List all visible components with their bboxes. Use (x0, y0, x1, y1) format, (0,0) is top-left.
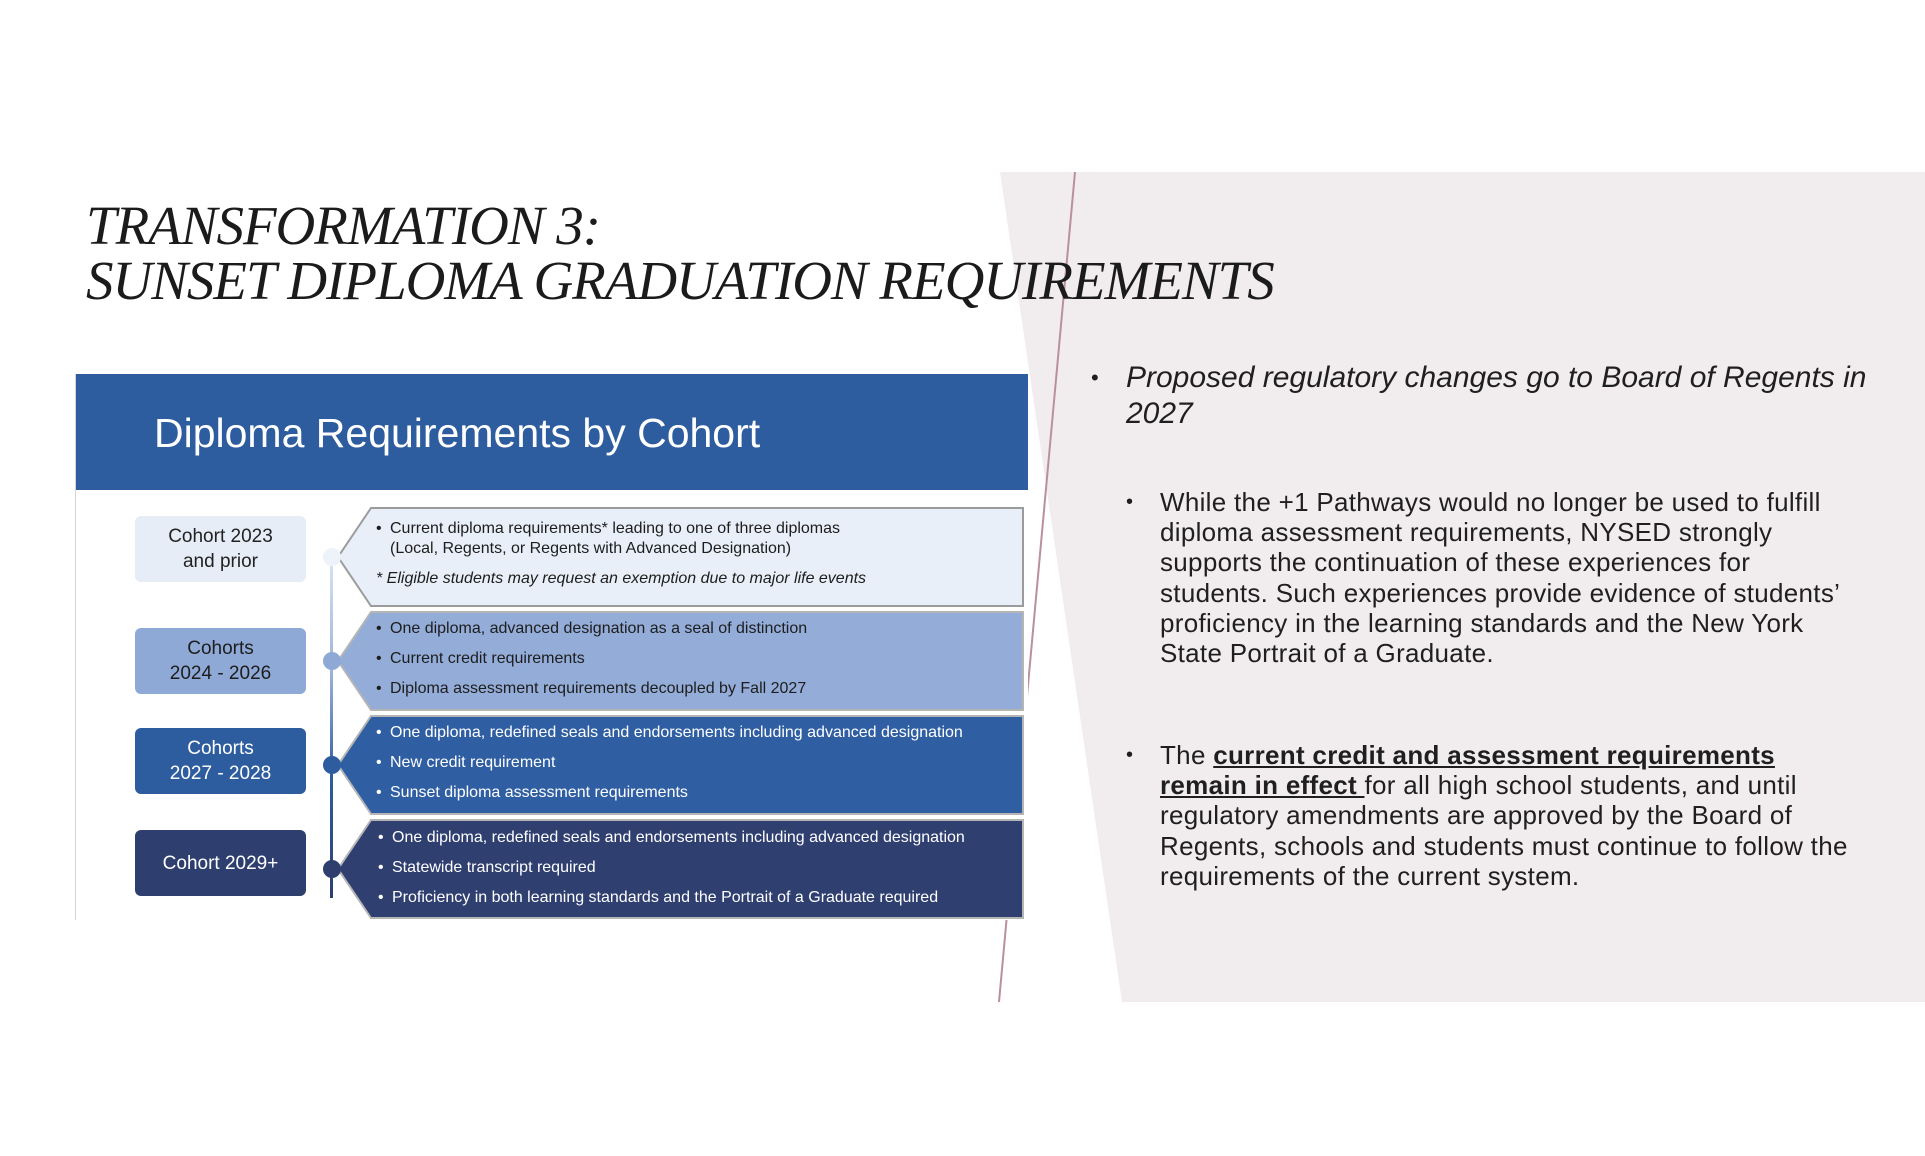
cohort-box-1: Cohort 2023 and prior (135, 516, 306, 582)
band-text-2 (376, 620, 1006, 706)
main-bullet-text: Proposed regulatory changes go to Board of Regents in 2027 (1126, 361, 1867, 430)
footnote: * Eligible students may request an exemption due to major life events (376, 570, 867, 587)
bullet-marker: • (1091, 365, 1099, 390)
cohort-box-2: Cohorts 2024 - 2026 (135, 628, 306, 694)
page-title (86, 195, 1274, 311)
band-text-4 (378, 829, 1008, 915)
diploma-requirements-card (75, 374, 1028, 920)
sub-bullet-2-post: for all high school students, and until regulatory amendments are approved by the Board of Regents, schools and students must continue to follow the requirements of the current system. (1160, 770, 1848, 891)
list-item: • Proficiency in both learning standards and the Portrait of a Graduate required (378, 889, 939, 906)
bullet-marker: • (1126, 744, 1134, 766)
requirements-link[interactable]: current credit and assessment requirements remain in effect (1160, 740, 1775, 801)
card-title: Diploma Requirements by Cohort (154, 410, 761, 456)
list-item: (Local, Regents, or Regents with Advanced Designation) (390, 540, 792, 557)
cohort-box-3: Cohorts 2027 - 2028 (135, 728, 306, 794)
sub-bullet-1-text: While the +1 Pathways would no longer be used to fulfill diploma assessment requirements, NYSED strongly supports the continuation of these experiences for students. Such experiences provide evidence of students’ proficiency in the learning standards and the New York State Portrait of a Graduate. (1160, 487, 1840, 669)
list-item: • One diploma, advanced designation as a seal of distinction (376, 620, 808, 637)
list-item: • Diploma assessment requirements decoupled by Fall 2027 (376, 680, 807, 697)
list-item: • Sunset diploma assessment requirements (376, 784, 688, 801)
timeline-line (330, 554, 333, 898)
list-item: • New credit requirement (376, 754, 556, 771)
cohort-box-4: Cohort 2029+ (135, 830, 306, 896)
title-line-1: TRANSFORMATION 3: (86, 195, 601, 256)
timeline-dot-3 (323, 756, 341, 774)
list-item: • One diploma, redefined seals and endorsements including advanced designation (376, 724, 963, 741)
title-line-2: SUNSET DIPLOMA GRADUATION REQUIREMENTS (86, 250, 1274, 311)
list-item: • Statewide transcript required (378, 859, 596, 876)
sub-bullet-2 (1126, 740, 1860, 891)
timeline-dot-1 (323, 548, 341, 566)
list-item: • Current diploma requirements* leading to one of three diplomas (376, 520, 841, 537)
band-text-3 (376, 724, 1006, 810)
sub-bullet-1 (1126, 487, 1860, 669)
timeline-dot-2 (323, 652, 341, 670)
list-item: • Current credit requirements (376, 650, 585, 667)
band-text-1 (376, 520, 1006, 606)
sub-bullet-2-pre: The (1160, 740, 1214, 770)
bullet-marker: • (1126, 491, 1134, 513)
list-item: • One diploma, redefined seals and endorsements including advanced designation (378, 829, 965, 846)
timeline-dot-4 (323, 860, 341, 878)
